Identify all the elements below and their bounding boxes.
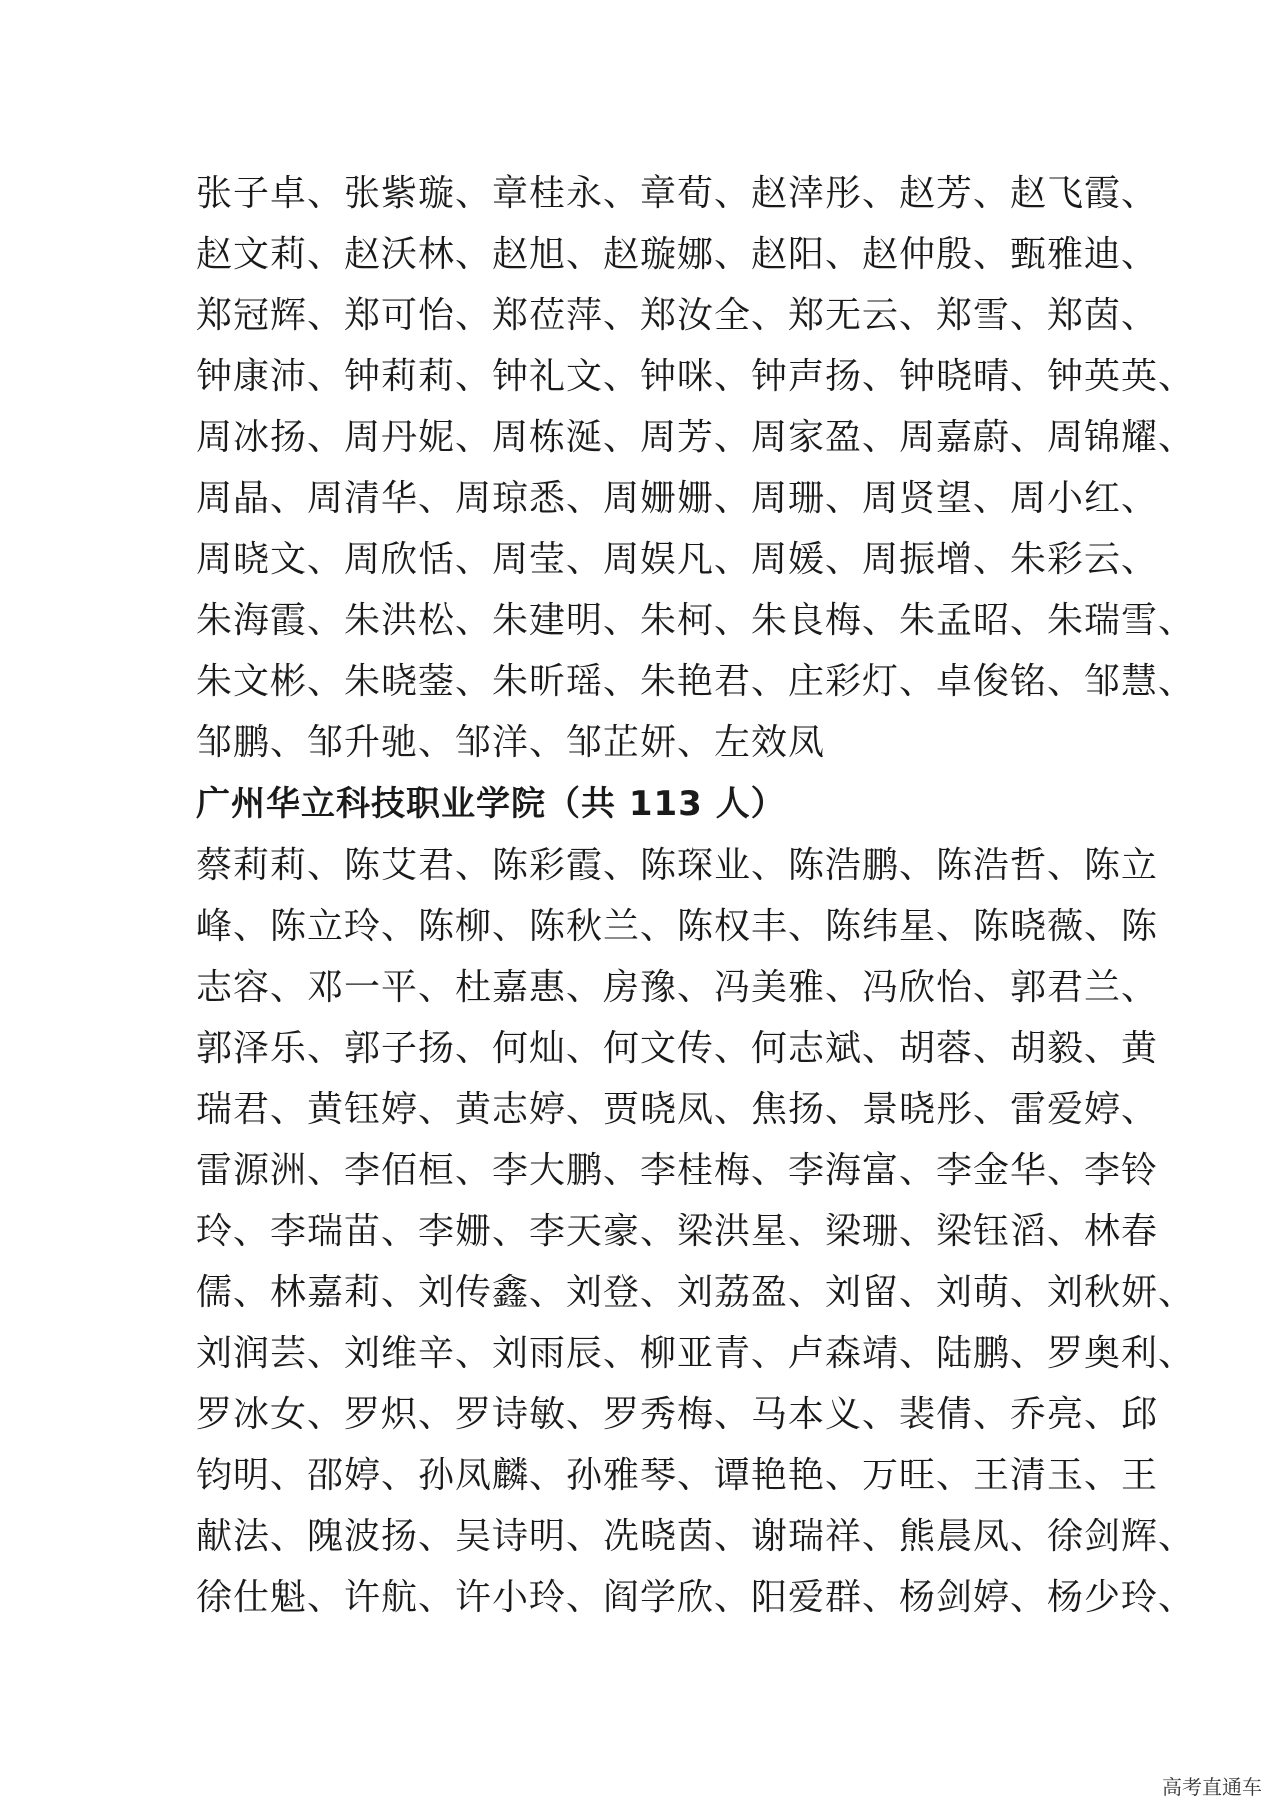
- section-heading: 广州华立科技职业学院（共 113 人）: [196, 784, 786, 824]
- name-line: 峰、陈立玲、陈柳、陈秋兰、陈权丰、陈纬星、陈晓薇、陈: [196, 906, 1159, 947]
- name-line: 玲、李瑞苗、李姗、李天豪、梁洪星、梁珊、梁钰滔、林春: [196, 1211, 1159, 1252]
- name-line: 赵文莉、赵沃林、赵旭、赵璇娜、赵阳、赵仲殷、甄雅迪、: [196, 234, 1159, 275]
- name-line: 周晶、周清华、周琼悉、周姗姗、周珊、周贤望、周小红、: [196, 478, 1159, 519]
- name-list-section: [196, 835, 1196, 1628]
- name-line: 周冰扬、周丹妮、周栋涎、周芳、周家盈、周嘉蔚、周锦耀、: [196, 417, 1196, 458]
- watermark: 高考直通车: [1162, 1775, 1262, 1799]
- name-line: 徐仕魁、许航、许小玲、阎学欣、阳爱群、杨剑婷、杨少玲、: [196, 1577, 1196, 1618]
- name-list-continued: [196, 163, 1196, 773]
- name-line: 郑冠辉、郑可怡、郑莅萍、郑汝全、郑无云、郑雪、郑茵、: [196, 295, 1159, 336]
- name-line: 刘润芸、刘维辛、刘雨辰、柳亚青、卢森靖、陆鹏、罗奥利、: [196, 1333, 1196, 1374]
- name-line: 邹鹏、邹升驰、邹洋、邹芷妍、左效凤: [196, 722, 826, 763]
- name-line: 周晓文、周欣恬、周莹、周娱凡、周媛、周振增、朱彩云、: [196, 539, 1159, 580]
- name-line: 张子卓、张紫璇、章桂永、章荀、赵涬彤、赵芳、赵飞霞、: [196, 173, 1159, 214]
- name-line: 蔡莉莉、陈艾君、陈彩霞、陈琛业、陈浩鹏、陈浩哲、陈立: [196, 845, 1159, 886]
- name-line: 朱文彬、朱晓蓥、朱昕瑶、朱艳君、庄彩灯、卓俊铭、邹慧、: [196, 661, 1196, 702]
- name-line: 钟康沛、钟莉莉、钟礼文、钟咪、钟声扬、钟晓晴、钟英英、: [196, 356, 1196, 397]
- name-line: 瑞君、黄钰婷、黄志婷、贾晓凤、焦扬、景晓彤、雷爱婷、: [196, 1089, 1159, 1130]
- name-line: 儒、林嘉莉、刘传鑫、刘登、刘荔盈、刘留、刘萌、刘秋妍、: [196, 1272, 1196, 1313]
- name-line: 罗冰女、罗炽、罗诗敏、罗秀梅、马本义、裴倩、乔亮、邱: [196, 1394, 1159, 1435]
- document-page: [196, 163, 1196, 1628]
- name-line: 郭泽乐、郭子扬、何灿、何文传、何志斌、胡蓉、胡毅、黄: [196, 1028, 1159, 1069]
- name-line: 献法、隗波扬、吴诗明、冼晓茵、谢瑞祥、熊晨凤、徐剑辉、: [196, 1516, 1196, 1557]
- name-line: 雷源洲、李佰桓、李大鹏、李桂梅、李海富、李金华、李铃: [196, 1150, 1159, 1191]
- name-line: 钧明、邵婷、孙凤麟、孙雅琴、谭艳艳、万旺、王清玉、王: [196, 1455, 1159, 1496]
- name-line: 志容、邓一平、杜嘉惠、房豫、冯美雅、冯欣怡、郭君兰、: [196, 967, 1159, 1008]
- name-line: 朱海霞、朱洪松、朱建明、朱柯、朱良梅、朱孟昭、朱瑞雪、: [196, 600, 1196, 641]
